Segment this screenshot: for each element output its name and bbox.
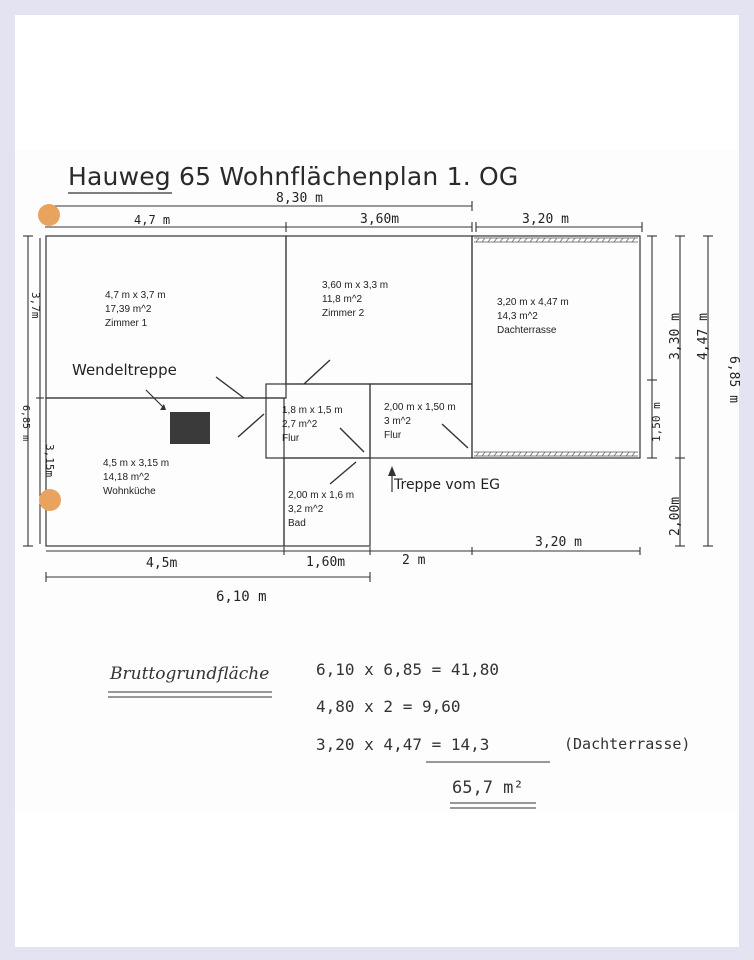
room-flur2 <box>384 401 456 443</box>
room-zimmer2-area: 11,8 m^2 <box>322 294 363 305</box>
dim-bottom-flur: 2 m <box>402 553 426 568</box>
room-flur1 <box>282 404 343 446</box>
room-zimmer1-area: 17,39 m^2 <box>105 304 152 315</box>
room-zimmer1-name: Zimmer 1 <box>105 318 148 329</box>
dim-bottom-total: 6,10 m <box>216 589 267 605</box>
dim-right-total: 6,85 m <box>726 356 741 403</box>
dim-top-total: 8,30 m <box>276 191 323 206</box>
dim-left-kitchen: 3,15m <box>43 444 56 478</box>
calc-line-2: 4,80 x 2 = 9,60 <box>316 697 461 716</box>
dim-top-room1: 4,7 m <box>134 213 171 227</box>
room-zimmer1 <box>105 289 166 331</box>
room-dachterrasse-area: 14,3 m^2 <box>497 311 538 322</box>
dim-top-room2: 3,60m <box>360 212 400 227</box>
dim-bottom-terrace: 3,20 m <box>535 535 582 550</box>
room-dachterrasse <box>497 296 569 338</box>
room-wohnkueche-name: Wohnküche <box>103 486 156 497</box>
room-flur2-area: 3 m^2 <box>384 416 411 427</box>
room-flur2-name: Flur <box>384 430 402 441</box>
dim-right-upper: 3,30 m <box>668 313 683 360</box>
calc-line-3-note: (Dachterrasse) <box>564 735 691 753</box>
room-flur2-size: 2,00 m x 1,50 m <box>384 402 456 413</box>
dim-bottom-bad: 1,60m <box>306 555 346 570</box>
room-zimmer2 <box>322 279 388 321</box>
calc-line-1: 6,10 x 6,85 = 41,80 <box>316 660 500 679</box>
dim-left-room1: 3,7m <box>29 292 42 319</box>
page-title: Hauweg 65 Wohnflächenplan 1. OG <box>68 162 519 191</box>
room-flur1-name: Flur <box>282 433 300 444</box>
dim-right-inner: 1,50 m <box>650 402 663 442</box>
dim-bottom-kitchen: 4,5m <box>146 556 178 571</box>
label-treppe-vom-eg: Treppe vom EG <box>394 477 501 493</box>
label-wendeltreppe: Wendeltreppe <box>72 361 177 379</box>
calc-line-3: 3,20 x 4,47 = 14,3 <box>316 735 490 754</box>
orange-pin-top <box>38 204 60 226</box>
room-wohnkueche-size: 4,5 m x 3,15 m <box>103 458 170 469</box>
room-dachterrasse-size: 3,20 m x 4,47 m <box>497 297 569 308</box>
room-flur1-area: 2,7 m^2 <box>282 419 318 430</box>
dim-top-terrace: 3,20 m <box>522 212 569 227</box>
room-zimmer2-name: Zimmer 2 <box>322 308 365 319</box>
room-wohnkueche <box>103 457 169 499</box>
room-flur1-size: 1,8 m x 1,5 m <box>282 405 343 416</box>
room-bad-name: Bad <box>288 518 306 529</box>
room-zimmer1-size: 4,7 m x 3,7 m <box>105 290 166 301</box>
calc-heading: Bruttogrundfläche <box>110 664 270 684</box>
room-zimmer2-size: 3,60 m x 3,3 m <box>322 280 389 291</box>
room-wohnkueche-area: 14,18 m^2 <box>103 472 150 483</box>
dim-left-total: 6,85 m <box>20 405 31 442</box>
dim-right-lower: 2,00m <box>668 496 683 536</box>
room-bad <box>288 489 354 531</box>
room-bad-area: 3,2 m^2 <box>288 504 324 515</box>
room-bad-size: 2,00 m x 1,6 m <box>288 490 355 501</box>
orange-pin-bottom <box>39 489 61 511</box>
wendeltreppe-block <box>170 412 210 444</box>
dim-right-terrace: 4,47 m <box>696 313 711 360</box>
calc-total: 65,7 m² <box>452 778 524 798</box>
room-dachterrasse-name: Dachterrasse <box>497 325 557 336</box>
